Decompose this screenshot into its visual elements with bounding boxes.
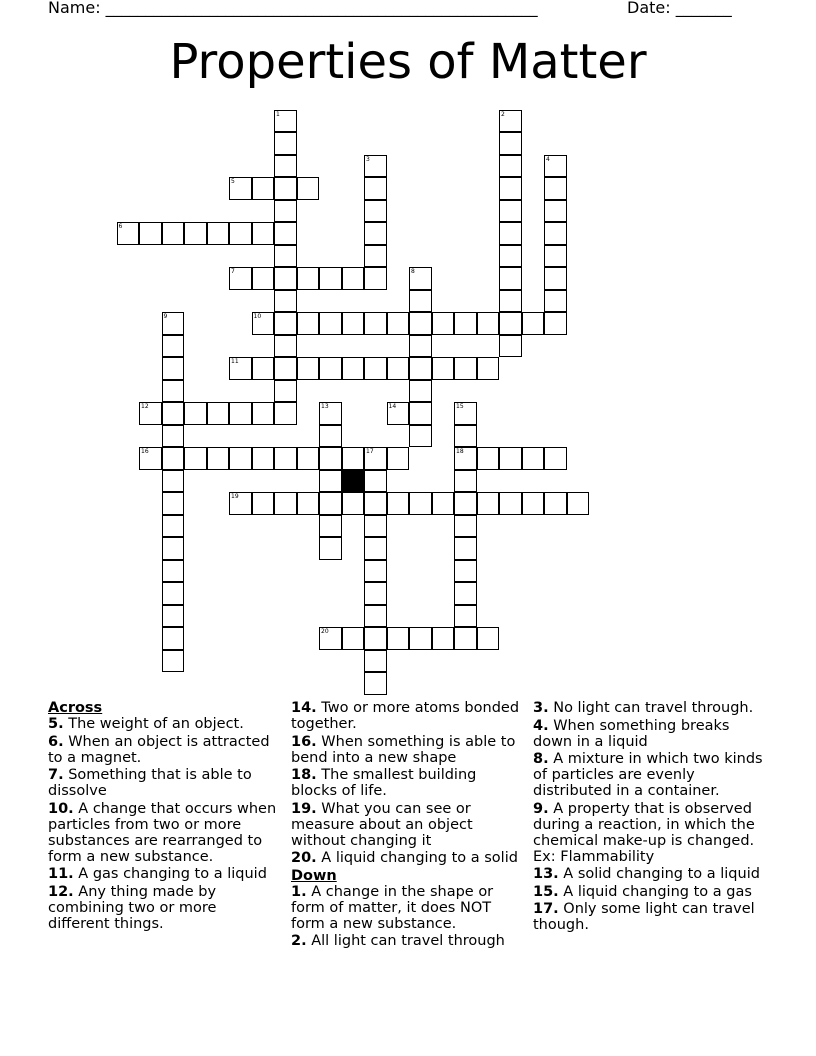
clue-number: 7. <box>48 767 64 783</box>
grid-cell[interactable] <box>229 222 252 245</box>
grid-cell[interactable] <box>319 312 342 335</box>
page-title: Properties of Matter <box>169 34 647 90</box>
grid-cell[interactable] <box>544 290 567 313</box>
clue-across-11 <box>48 866 280 882</box>
grid-cell[interactable] <box>162 470 185 493</box>
clue-number: 19. <box>291 800 317 817</box>
clue-text: Something that is able to dissolve <box>48 767 252 799</box>
grid-cell[interactable] <box>252 312 275 335</box>
clue-text: Any thing made by combining two or more different things. <box>48 883 217 932</box>
grid-cell[interactable] <box>499 245 522 268</box>
cell-number: 5 <box>231 178 235 185</box>
grid-cell[interactable] <box>409 402 432 425</box>
clue-number: 6. <box>48 733 64 750</box>
grid-cell[interactable] <box>454 402 477 425</box>
grid-cell[interactable] <box>364 155 387 178</box>
grid-cell[interactable] <box>364 357 387 380</box>
grid-cell[interactable] <box>364 177 387 200</box>
name-line: Name: ______________________________________________________ <box>48 0 538 17</box>
cell-number: 8 <box>411 268 415 275</box>
grid-cell[interactable] <box>454 605 477 628</box>
cell-number: 18 <box>456 448 464 455</box>
clue-text: A mixture in which two kinds of particles are evenly distributed in a container. <box>533 751 763 799</box>
clue-text: A gas changing to a liquid <box>73 866 267 882</box>
clue-down-8 <box>533 751 765 799</box>
clue-number: 8. <box>533 751 549 767</box>
cell-number: 12 <box>141 403 149 410</box>
grid-cell[interactable] <box>319 447 342 470</box>
grid-cell[interactable] <box>184 402 207 425</box>
clue-across-5 <box>48 716 280 732</box>
clue-text: The smallest building blocks of life. <box>291 767 477 799</box>
clue-text: A liquid changing to a solid <box>316 850 518 866</box>
grid-cell[interactable] <box>297 177 320 200</box>
grid-cell[interactable] <box>544 222 567 245</box>
grid-cell[interactable] <box>454 560 477 583</box>
clue-number: 13. <box>533 866 559 882</box>
grid-cell[interactable] <box>387 312 410 335</box>
grid-cell[interactable] <box>544 245 567 268</box>
cell-number: 7 <box>231 268 235 275</box>
grid-cell[interactable] <box>229 357 252 380</box>
grid-cell[interactable] <box>162 222 185 245</box>
grid-cell[interactable] <box>522 447 545 470</box>
grid-cell[interactable] <box>409 492 432 515</box>
clue-number: 18. <box>291 767 317 783</box>
grid-cell[interactable] <box>499 132 522 155</box>
grid-cell[interactable] <box>274 312 297 335</box>
clue-across-16 <box>291 734 523 766</box>
cell-number: 9 <box>163 313 168 320</box>
grid-cell[interactable] <box>162 335 185 358</box>
grid-cell[interactable] <box>274 402 297 425</box>
grid-cell[interactable] <box>162 402 185 425</box>
cell-number: 17 <box>366 448 374 455</box>
grid-cell[interactable] <box>319 537 342 560</box>
grid-cell[interactable] <box>432 357 455 380</box>
grid-cell[interactable] <box>364 267 387 290</box>
grid-cell[interactable] <box>252 177 275 200</box>
grid-cell[interactable] <box>454 470 477 493</box>
across-heading: Across <box>48 700 103 716</box>
grid-cell[interactable] <box>252 402 275 425</box>
grid-cell[interactable] <box>477 312 500 335</box>
clue-text: When something breaks down in a liquid <box>533 717 730 750</box>
grid-cell[interactable] <box>364 560 387 583</box>
grid-cell[interactable] <box>499 222 522 245</box>
clue-number: 4. <box>533 717 549 734</box>
clue-number: 16. <box>291 733 317 750</box>
grid-cell[interactable] <box>522 312 545 335</box>
clue-text: When an object is attracted to a magnet. <box>48 733 270 766</box>
clue-across-18 <box>291 767 523 799</box>
grid-cell[interactable] <box>252 222 275 245</box>
grid-cell[interactable] <box>544 200 567 223</box>
grid-cell[interactable] <box>274 492 297 515</box>
clue-number: 20. <box>291 850 317 866</box>
grid-cell[interactable] <box>387 492 410 515</box>
grid-cell[interactable] <box>364 492 387 515</box>
grid-cell[interactable] <box>454 582 477 605</box>
grid-cell[interactable] <box>319 492 342 515</box>
grid-cell[interactable] <box>319 357 342 380</box>
grid-cell[interactable] <box>499 312 522 335</box>
grid-cell[interactable] <box>499 447 522 470</box>
clue-down-15 <box>533 884 765 900</box>
clue-text: A change that occurs when particles from two or more substances are rearranged to form a new substance. <box>48 800 277 865</box>
grid-cell[interactable] <box>229 447 252 470</box>
grid-cell[interactable] <box>364 650 387 673</box>
grid-cell[interactable] <box>499 267 522 290</box>
grid-cell[interactable] <box>499 110 522 133</box>
grid-cell[interactable] <box>409 290 432 313</box>
grid-cell[interactable] <box>297 357 320 380</box>
clue-down-9 <box>533 801 765 865</box>
clue-text: All light can travel through <box>306 933 505 949</box>
grid-cell[interactable] <box>364 627 387 650</box>
grid-cell[interactable] <box>454 537 477 560</box>
grid-cell[interactable] <box>162 537 185 560</box>
grid-cell[interactable] <box>499 200 522 223</box>
grid-cell[interactable] <box>342 267 365 290</box>
grid-cell[interactable] <box>432 627 455 650</box>
grid-cell[interactable] <box>162 380 185 403</box>
clue-text: Two or more atoms bonded together. <box>291 700 520 732</box>
grid-cell[interactable] <box>162 447 185 470</box>
grid-cell[interactable] <box>274 155 297 178</box>
clue-number: 10. <box>48 800 74 817</box>
grid-cell[interactable] <box>342 447 365 470</box>
grid-cell[interactable] <box>229 177 252 200</box>
grid-cell[interactable] <box>252 447 275 470</box>
grid-cell[interactable] <box>274 380 297 403</box>
grid-cell[interactable] <box>454 357 477 380</box>
clue-text: A solid changing to a liquid <box>558 866 760 882</box>
grid-cell[interactable] <box>274 267 297 290</box>
grid-cell[interactable] <box>387 357 410 380</box>
grid-cell[interactable] <box>364 447 387 470</box>
grid-cell[interactable] <box>297 267 320 290</box>
grid-cell[interactable] <box>364 222 387 245</box>
grid-cell[interactable] <box>162 425 185 448</box>
grid-cell[interactable] <box>274 132 297 155</box>
clue-number: 2. <box>291 933 307 949</box>
grid-cell[interactable] <box>274 447 297 470</box>
clue-across-12 <box>48 884 280 932</box>
grid-cell[interactable] <box>409 312 432 335</box>
grid-cell[interactable] <box>297 312 320 335</box>
cell-number: 11 <box>231 358 239 365</box>
grid-cell[interactable] <box>544 177 567 200</box>
clue-number: 11. <box>48 866 74 882</box>
clue-text: When something is able to bend into a new shape <box>291 733 516 766</box>
grid-cell[interactable] <box>252 267 275 290</box>
grid-cell[interactable] <box>207 447 230 470</box>
grid-cell[interactable] <box>139 402 162 425</box>
cell-number: 13 <box>321 403 329 410</box>
grid-cell[interactable] <box>567 492 590 515</box>
grid-cell[interactable] <box>364 312 387 335</box>
grid-cell[interactable] <box>499 492 522 515</box>
grid-cell[interactable] <box>207 402 230 425</box>
grid-cell[interactable] <box>387 402 410 425</box>
grid-cell[interactable] <box>387 447 410 470</box>
clue-across-6 <box>48 734 280 766</box>
clue-number: 3. <box>533 700 549 716</box>
grid-cell[interactable] <box>409 357 432 380</box>
grid-cell[interactable] <box>387 627 410 650</box>
grid-cell[interactable] <box>454 312 477 335</box>
grid-cell[interactable] <box>499 290 522 313</box>
grid-cell[interactable] <box>499 335 522 358</box>
cell-number: 16 <box>141 448 149 455</box>
clue-down-4 <box>533 718 765 750</box>
grid-cell[interactable] <box>522 492 545 515</box>
cell-number: 14 <box>388 403 397 410</box>
grid-cell[interactable] <box>162 492 185 515</box>
grid-black-cell <box>342 470 365 493</box>
clue-number: 15. <box>533 883 559 900</box>
clue-across-10 <box>48 801 280 865</box>
grid-cell[interactable] <box>544 312 567 335</box>
grid-cell[interactable] <box>139 222 162 245</box>
clue-text: No light can travel through. <box>548 700 754 716</box>
grid-cell[interactable] <box>319 627 342 650</box>
grid-cell[interactable] <box>252 357 275 380</box>
clue-text: What you can see or measure about an object without changing it <box>291 800 473 849</box>
cell-number: 4 <box>546 155 550 163</box>
clue-number: 5. <box>48 716 64 732</box>
clue-across-20 <box>291 850 523 866</box>
grid-cell[interactable] <box>162 357 185 380</box>
grid-cell[interactable] <box>364 470 387 493</box>
grid-cell[interactable] <box>364 537 387 560</box>
grid-cell[interactable] <box>409 267 432 290</box>
clue-column-2 <box>291 700 523 951</box>
grid-cell[interactable] <box>162 560 185 583</box>
clue-down-3 <box>533 700 765 716</box>
grid-cell[interactable] <box>432 492 455 515</box>
clue-down-17 <box>533 901 765 933</box>
clue-text: A liquid changing to a gas <box>558 883 752 900</box>
clue-number: 12. <box>48 883 74 900</box>
grid-cell[interactable] <box>319 267 342 290</box>
cell-number: 15 <box>456 403 464 410</box>
grid-cell[interactable] <box>162 650 185 673</box>
grid-cell[interactable] <box>274 177 297 200</box>
cell-number: 19 <box>231 493 239 500</box>
grid-cell[interactable] <box>274 357 297 380</box>
cell-number: 3 <box>366 155 370 163</box>
grid-cell[interactable] <box>319 515 342 538</box>
grid-cell[interactable] <box>477 357 500 380</box>
clue-down-13 <box>533 866 765 882</box>
grid-cell[interactable] <box>117 222 140 245</box>
grid-cell[interactable] <box>207 222 230 245</box>
grid-cell[interactable] <box>432 312 455 335</box>
grid-cell[interactable] <box>544 492 567 515</box>
grid-cell[interactable] <box>342 312 365 335</box>
grid-cell[interactable] <box>342 492 365 515</box>
grid-cell[interactable] <box>454 425 477 448</box>
clue-text: A change in the shape or form of matter, it does NOT form a new substance. <box>291 883 494 932</box>
grid-cell[interactable] <box>477 492 500 515</box>
grid-cell[interactable] <box>252 492 275 515</box>
grid-cell[interactable] <box>297 492 320 515</box>
grid-cell[interactable] <box>454 515 477 538</box>
cell-number: 20 <box>321 628 329 635</box>
grid-cell[interactable] <box>274 245 297 268</box>
grid-cell[interactable] <box>229 267 252 290</box>
cell-number: 6 <box>118 223 123 230</box>
grid-cell[interactable] <box>184 447 207 470</box>
grid-cell[interactable] <box>364 245 387 268</box>
grid-cell[interactable] <box>229 402 252 425</box>
grid-cell[interactable] <box>409 335 432 358</box>
clue-text: The weight of an object. <box>63 716 244 732</box>
grid-cell[interactable] <box>274 222 297 245</box>
grid-cell[interactable] <box>409 627 432 650</box>
grid-cell[interactable] <box>162 312 185 335</box>
grid-cell[interactable] <box>477 627 500 650</box>
down-heading: Down <box>291 867 337 884</box>
grid-cell[interactable] <box>499 177 522 200</box>
grid-cell[interactable] <box>162 627 185 650</box>
grid-cell[interactable] <box>364 582 387 605</box>
cell-number: 1 <box>276 110 280 118</box>
clue-number: 9. <box>533 800 549 817</box>
grid-cell[interactable] <box>139 447 162 470</box>
grid-cell[interactable] <box>499 155 522 178</box>
grid-cell[interactable] <box>162 515 185 538</box>
clue-across-19 <box>291 801 523 849</box>
grid-cell[interactable] <box>544 155 567 178</box>
grid-cell[interactable] <box>162 605 185 628</box>
clue-text: Only some light can travel though. <box>533 901 755 933</box>
clue-column-1 <box>48 700 280 933</box>
grid-cell[interactable] <box>409 425 432 448</box>
grid-cell[interactable] <box>274 335 297 358</box>
grid-cell[interactable] <box>184 222 207 245</box>
grid-cell[interactable] <box>319 402 342 425</box>
grid-cell[interactable] <box>364 515 387 538</box>
clue-down-1 <box>291 884 523 932</box>
grid-cell[interactable] <box>274 110 297 133</box>
cell-number: 2 <box>501 110 505 118</box>
grid-cell[interactable] <box>297 447 320 470</box>
clue-column-3 <box>533 700 765 935</box>
grid-cell[interactable] <box>274 200 297 223</box>
clue-number: 14. <box>291 700 317 716</box>
grid-cell[interactable] <box>544 267 567 290</box>
clue-number: 17. <box>533 901 559 917</box>
grid-cell[interactable] <box>342 627 365 650</box>
grid-cell[interactable] <box>544 447 567 470</box>
clue-number: 1. <box>291 883 307 900</box>
grid-cell[interactable] <box>319 470 342 493</box>
grid-cell[interactable] <box>454 447 477 470</box>
grid-cell[interactable] <box>229 492 252 515</box>
grid-cell[interactable] <box>409 380 432 403</box>
grid-cell[interactable] <box>454 492 477 515</box>
grid-cell[interactable] <box>477 447 500 470</box>
grid-cell[interactable] <box>454 627 477 650</box>
grid-cell[interactable] <box>364 672 387 695</box>
clue-down-2 <box>291 933 523 949</box>
grid-cell[interactable] <box>364 605 387 628</box>
date-line: Date: _______ <box>627 0 732 17</box>
grid-cell[interactable] <box>274 290 297 313</box>
clue-across-7 <box>48 767 280 799</box>
grid-cell[interactable] <box>364 200 387 223</box>
grid-cell[interactable] <box>342 357 365 380</box>
cell-number: 10 <box>253 313 262 320</box>
grid-cell[interactable] <box>319 425 342 448</box>
grid-cell[interactable] <box>162 582 185 605</box>
clue-text: A property that is observed during a reaction, in which the chemical make-up is changed. Ex: Flammability <box>533 800 755 865</box>
clue-across-14 <box>291 700 523 732</box>
